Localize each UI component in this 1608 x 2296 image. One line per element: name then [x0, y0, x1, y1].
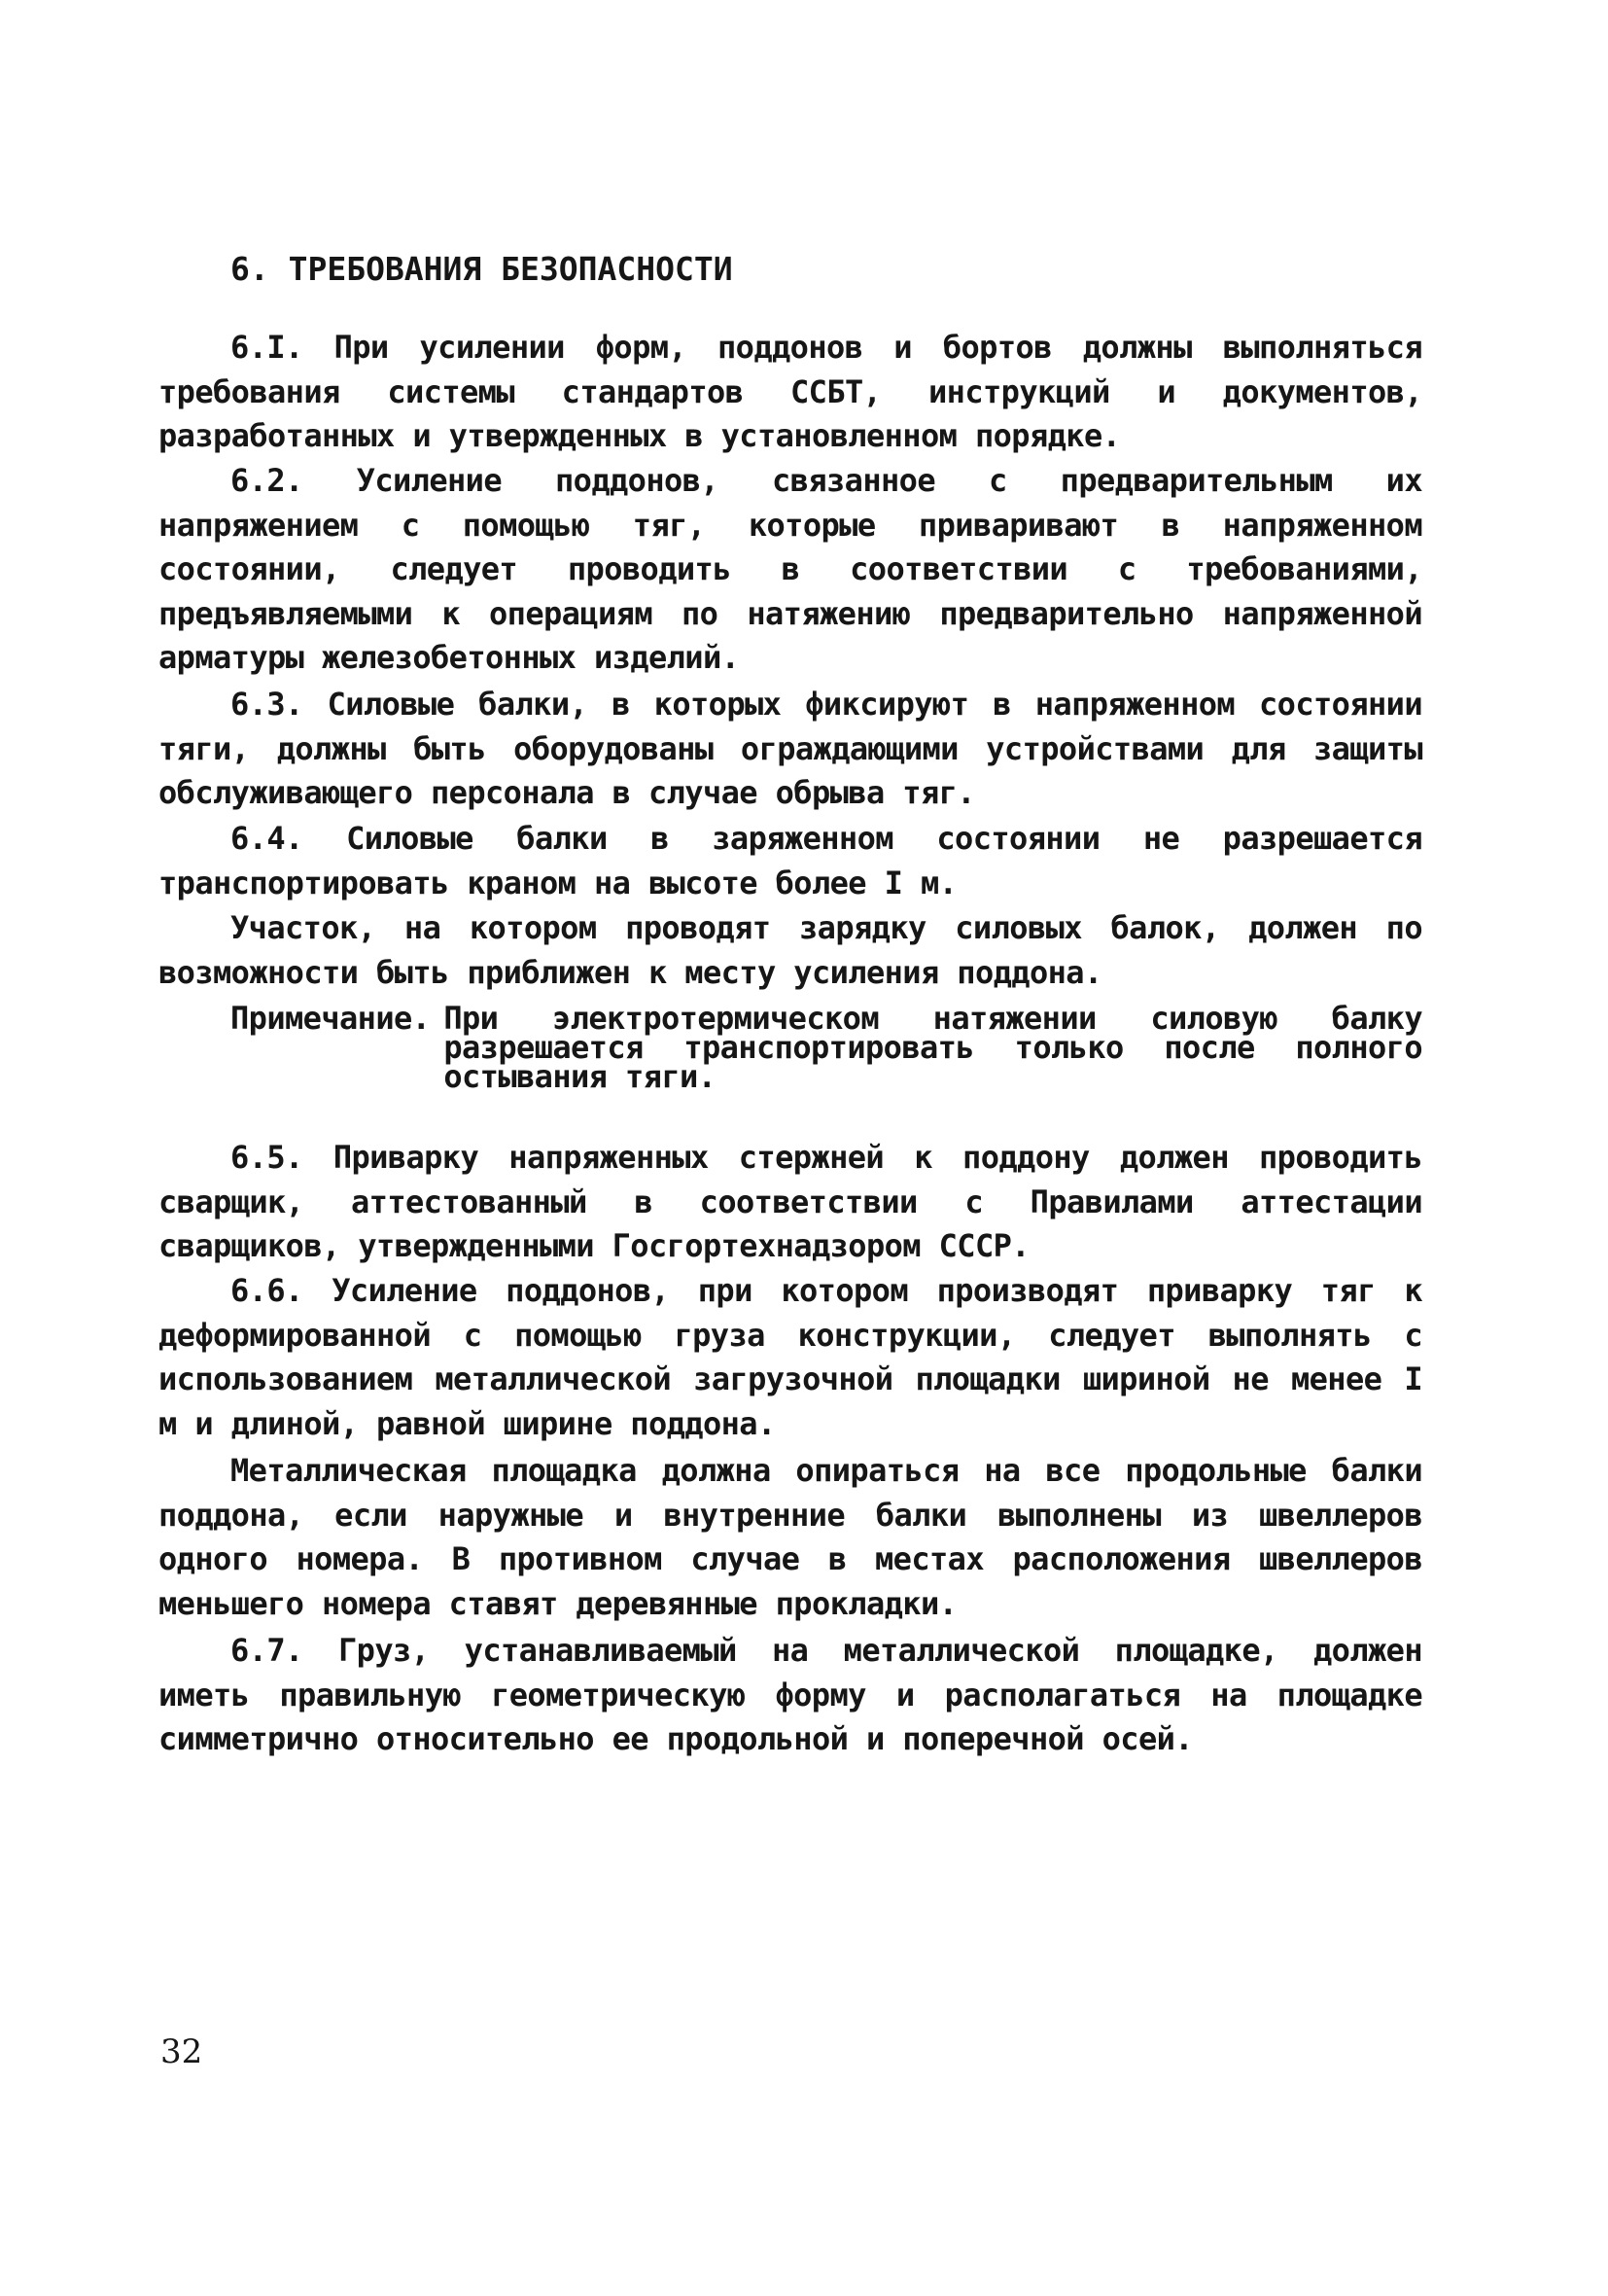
paragraph-6-3-text: 6.3. Силовые балки, в которых фиксируют в напряженном состоянии тяги, должны быть оборудованы ограждающими устройствами для защиты обслуживающего персонала в случае обрыва тяг.	[158, 686, 1422, 811]
paragraph-6-6	[158, 1269, 1422, 1446]
paragraph-metal-platform	[158, 1449, 1422, 1626]
note-text: При электротермическом натяжении силовую балку разрешается транспортировать только после полного остывания тяги.	[443, 1000, 1422, 1095]
paragraph-6-5-text: 6.5. Приварку напряженных стержней к поддону должен проводить сварщик, аттестованный в соответствии с Правилами аттестации сварщиков, утвержденными Госгортехнадзором СССР.	[158, 1139, 1422, 1264]
paragraph-charging-area-text: Участок, на котором проводят зарядку силовых балок, должен по возможности быть приближен к месту усиления поддона.	[158, 909, 1422, 991]
section-heading: 6. ТРЕБОВАНИЯ БЕЗОПАСНОСТИ	[230, 250, 733, 288]
paragraph-6-1	[158, 326, 1422, 459]
paragraph-charging-area	[158, 906, 1422, 995]
note-label: Примечание.	[230, 1000, 431, 1037]
paragraph-6-4-text: 6.4. Силовые балки в заряженном состоянии не разрешается транспортировать краном на высоте более I м.	[158, 820, 1422, 901]
paragraph-6-7	[158, 1629, 1422, 1762]
paragraph-6-1-text: 6.I. При усилении форм, поддонов и бортов должны выполняться требования системы стандартов ССБТ, инструкций и документов, разработанных и утвержденных в установленном порядке.	[158, 329, 1422, 454]
paragraph-6-2	[158, 459, 1422, 681]
paragraph-metal-platform-text: Металлическая площадка должна опираться на все продольные балки поддона, если наружные и внутренние балки выполнены из швеллеров одного номера. В противном случае в местах расположения швеллеров меньшего номера ставят деревянные прокладки.	[158, 1452, 1422, 1622]
note	[230, 1000, 1422, 1095]
paragraph-6-2-text: 6.2. Усиление поддонов, связанное с предварительным их напряжением с помощью тяг, которые приваривают в напряженном состоянии, следует проводить в соответствии с требованиями, предъявляемыми к операциям по натяжению предварительно напряженной арматуры железобетонных изделий.	[158, 462, 1422, 676]
paragraph-6-6-text: 6.6. Усиление поддонов, при котором производят приварку тяг к деформированной с помощью груза конструкции, следует выполнять с использованием металлической загрузочной площадки шириной не менее I м и длиной, равной ширине поддона.	[158, 1272, 1422, 1442]
paragraph-6-3	[158, 683, 1422, 816]
paragraph-6-4	[158, 817, 1422, 905]
page-number: 32	[160, 2032, 203, 2071]
paragraph-6-5	[158, 1136, 1422, 1269]
paragraph-6-7-text: 6.7. Груз, устанавливаемый на металлической площадке, должен иметь правильную геометрическую форму и располагаться на площадке симметрично относительно ее продольной и поперечной осей.	[158, 1632, 1422, 1757]
